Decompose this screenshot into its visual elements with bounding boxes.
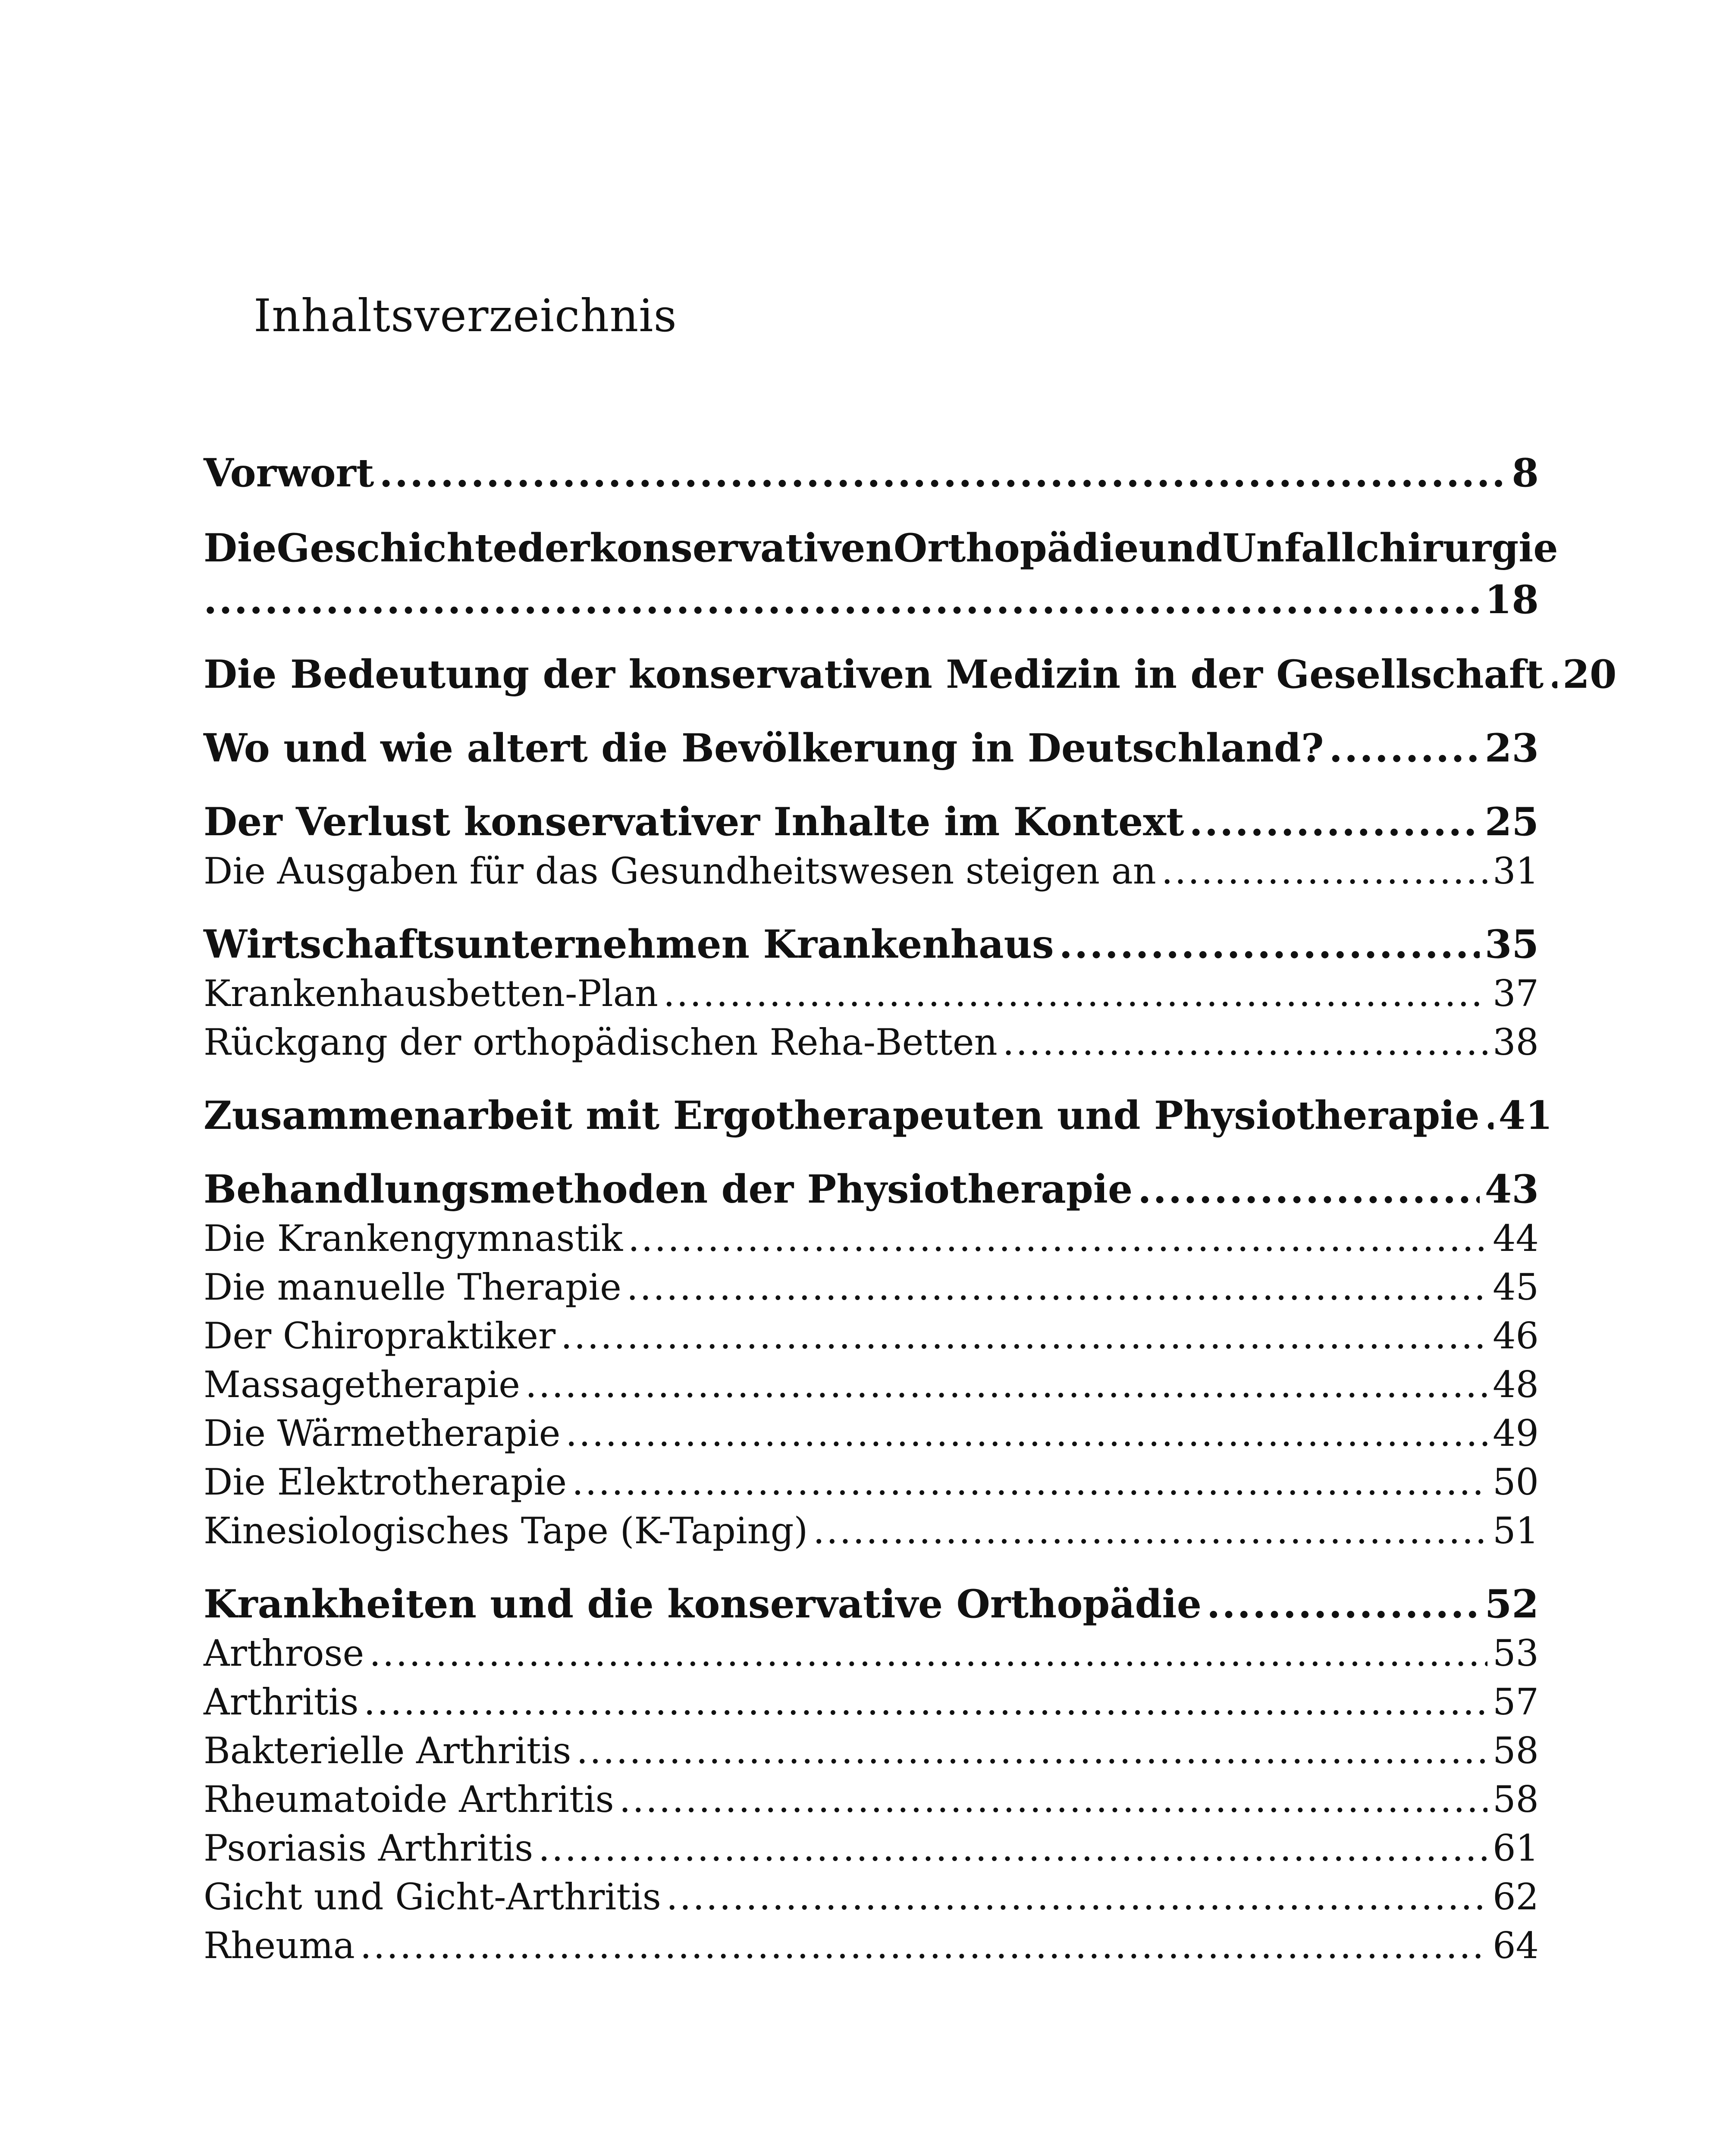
toc-page-number: 64: [1493, 1924, 1539, 1967]
toc-entry-label: Krankheiten und die konservative Orthopädie: [204, 1581, 1202, 1627]
toc-entry-word: der: [517, 525, 590, 571]
toc-chapter-entry[interactable]: [204, 1579, 1539, 1629]
toc-page-number: 53: [1493, 1632, 1539, 1674]
toc-section-entry[interactable]: [204, 1458, 1539, 1507]
toc-leader-dots: [364, 1678, 1487, 1727]
toc-leader-dots: [204, 574, 1480, 626]
toc-entry-label: Arthritis: [204, 1681, 359, 1723]
toc-entry-label: Psoriasis Arthritis: [204, 1827, 533, 1869]
toc-leader-dots: [813, 1507, 1487, 1555]
toc-entry-label: Behandlungsmethoden der Physiotherapie: [204, 1166, 1133, 1212]
toc-leader-dots: [380, 448, 1507, 498]
toc-chapter-entry[interactable]: [204, 448, 1539, 498]
toc-page-number: 58: [1493, 1778, 1539, 1821]
toc-section-entry[interactable]: [204, 1312, 1539, 1360]
toc-entry-word: Orthopädie: [893, 525, 1139, 571]
toc-section-entry[interactable]: [204, 1263, 1539, 1312]
toc-section-entry[interactable]: [204, 1678, 1539, 1727]
toc-leader-dots: [576, 1727, 1487, 1775]
toc-page-number: 62: [1493, 1876, 1539, 1918]
toc-section-entry[interactable]: [204, 969, 1539, 1018]
toc-entry-label: Wirtschaftsunternehmen Krankenhaus: [204, 921, 1054, 967]
toc-page-number: 20: [1563, 652, 1617, 697]
toc-leader-dots: [663, 969, 1487, 1018]
toc-leader-dots: [628, 1214, 1487, 1263]
toc-entry-label: Zusammenarbeit mit Ergotherapeuten und Physiotherapie: [204, 1093, 1480, 1138]
toc-chapter-entry[interactable]: [204, 650, 1617, 699]
toc-page-number: 18: [1484, 577, 1539, 623]
toc-entry-word: Unfallchirurgie: [1222, 525, 1558, 571]
toc-page-number: 46: [1493, 1315, 1539, 1357]
toc-entry-label: Die Bedeutung der konservativen Medizin in der Gesellschaft: [204, 652, 1544, 697]
toc-page-number: 52: [1484, 1581, 1539, 1627]
toc-chapter-entry[interactable]: [204, 1091, 1553, 1141]
toc-leader-dots: [1485, 1091, 1494, 1141]
toc-section-entry[interactable]: [204, 1409, 1539, 1458]
toc-entry-label: Rheuma: [204, 1924, 355, 1967]
toc-entry-label: Rückgang der orthopädischen Reha-Betten: [204, 1021, 998, 1063]
toc-page-number: 51: [1493, 1510, 1539, 1552]
toc-page-number: 61: [1493, 1827, 1539, 1869]
toc-page-number: 58: [1493, 1730, 1539, 1772]
toc-leader-dots: [360, 1921, 1487, 1970]
toc-entry-label: Bakterielle Arthritis: [204, 1730, 571, 1772]
toc-leader-dots: [561, 1312, 1487, 1360]
toc-leader-dots: [565, 1409, 1487, 1458]
toc-entry-label: Der Verlust konservativer Inhalte im Kontext: [204, 799, 1184, 845]
toc-entry-word: Die: [204, 525, 277, 571]
toc-entry-label: Vorwort: [204, 450, 374, 496]
toc-entry-label: Die Elektrotherapie: [204, 1461, 567, 1503]
toc-leader-dots: [1138, 1165, 1480, 1214]
toc-leader-dots: [1207, 1579, 1480, 1629]
toc-entry-label: Die Wärmetherapie: [204, 1412, 561, 1454]
toc-entry-word: Geschichte: [276, 525, 518, 571]
toc-leader-dots: [525, 1360, 1487, 1409]
toc-page-number: 43: [1484, 1166, 1539, 1212]
toc-page-number: 38: [1493, 1021, 1539, 1063]
toc-leader-dots: [1329, 724, 1480, 773]
toc-page-number: 45: [1493, 1266, 1539, 1308]
toc-entry-label: Die Krankengymnastik: [204, 1217, 623, 1260]
toc-page-number: 37: [1493, 972, 1539, 1015]
toc-page-number: 50: [1493, 1461, 1539, 1503]
toc-leader-dots: [1059, 920, 1480, 969]
toc-section-entry[interactable]: [204, 1873, 1539, 1921]
toc-page-number: 57: [1493, 1681, 1539, 1723]
toc-page-number: 35: [1484, 921, 1539, 967]
toc-page-number: 23: [1484, 725, 1539, 771]
toc-page-number: 25: [1484, 799, 1539, 845]
toc-section-entry[interactable]: [204, 1727, 1539, 1775]
toc-entry-label: Die manuelle Therapie: [204, 1266, 621, 1308]
toc-entry-label: Massagetherapie: [204, 1363, 521, 1406]
toc-leader-dots: [538, 1824, 1487, 1873]
toc-entry-label: Wo und wie altert die Bevölkerung in Deutschland?: [204, 725, 1324, 771]
toc-section-entry[interactable]: [204, 1507, 1539, 1555]
toc-section-entry[interactable]: [204, 1214, 1539, 1263]
toc-chapter-entry[interactable]: [204, 724, 1539, 773]
toc-leader-dots: [1549, 650, 1557, 699]
toc-leader-dots: [572, 1458, 1487, 1507]
toc-entry-label: Rheumatoide Arthritis: [204, 1778, 614, 1821]
toc-entry-label: Die Ausgaben für das Gesundheitswesen steigen an: [204, 850, 1156, 892]
toc-page-number: 31: [1493, 850, 1539, 892]
toc-section-entry[interactable]: [204, 1018, 1539, 1067]
toc-section-entry[interactable]: [204, 1629, 1539, 1678]
toc-section-entry[interactable]: [204, 1824, 1539, 1873]
toc-leader-dots: [666, 1873, 1487, 1921]
toc-section-entry[interactable]: [204, 1360, 1539, 1409]
toc-section-entry[interactable]: [204, 1921, 1539, 1970]
toc-chapter-entry[interactable]: [204, 797, 1539, 847]
table-of-contents: [204, 448, 1617, 1970]
toc-entry-label: Krankenhausbetten-Plan: [204, 972, 658, 1015]
toc-page-number: 8: [1512, 450, 1539, 496]
toc-chapter-entry[interactable]: [204, 920, 1539, 969]
page-title: Inhaltsverzeichnis: [254, 289, 677, 342]
toc-page-number: 41: [1498, 1093, 1553, 1138]
toc-chapter-entry[interactable]: [204, 1165, 1539, 1214]
toc-entry-label: Gicht und Gicht-Arthritis: [204, 1876, 661, 1918]
toc-leader-dots: [1189, 797, 1480, 847]
toc-entry-label: Kinesiologisches Tape (K-Taping): [204, 1510, 808, 1552]
toc-page-number: 44: [1493, 1217, 1539, 1260]
toc-entry-label: Arthrose: [204, 1632, 364, 1674]
toc-leader-dots: [369, 1629, 1487, 1678]
toc-leader-dots: [619, 1775, 1487, 1824]
toc-entry-label: [204, 522, 1558, 574]
toc-chapter-entry[interactable]: [204, 522, 1558, 626]
toc-leader-dots: [627, 1263, 1487, 1312]
toc-page-number: 49: [1493, 1412, 1539, 1454]
toc-entry-word: und: [1139, 525, 1223, 571]
toc-entry-word: konservativen: [590, 525, 894, 571]
toc-page-number: 48: [1493, 1363, 1539, 1406]
toc-section-entry[interactable]: [204, 847, 1539, 896]
toc-leader-dots: [1003, 1018, 1487, 1067]
toc-section-entry[interactable]: [204, 1775, 1539, 1824]
toc-entry-label: Der Chiropraktiker: [204, 1315, 556, 1357]
toc-leader-dots: [1161, 847, 1487, 896]
